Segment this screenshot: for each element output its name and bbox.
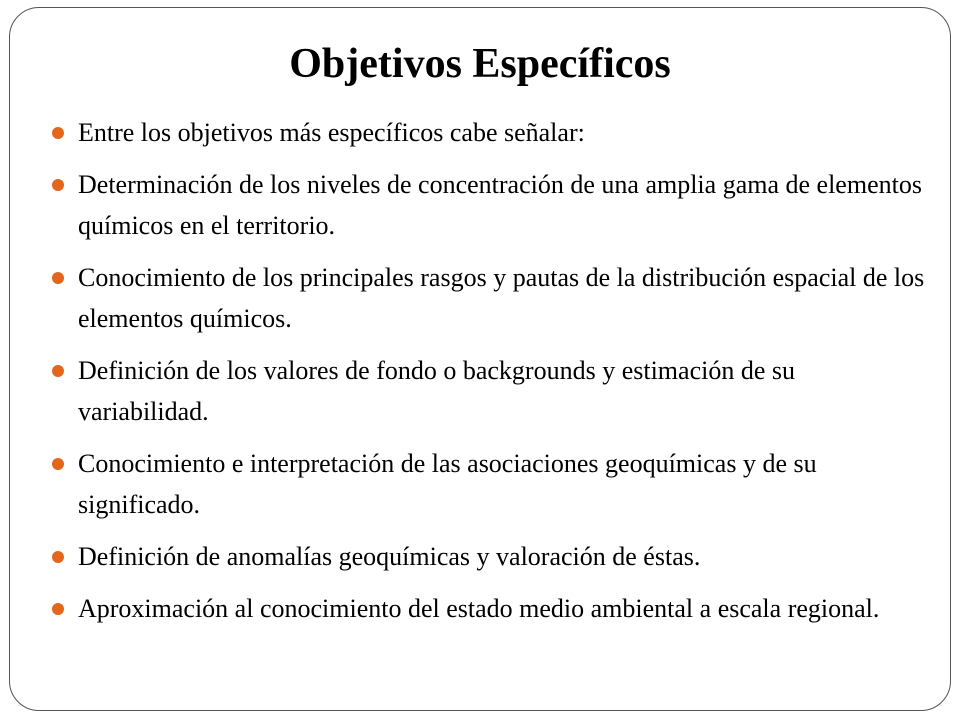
- bullet-dot-icon: [52, 179, 64, 191]
- bullet-item: [50, 443, 930, 525]
- bullet-item: [50, 112, 930, 153]
- bullet-dot-icon: [52, 551, 64, 563]
- bullet-text: Definición de anomalías geoquímicas y valoración de éstas.: [78, 542, 701, 571]
- bullet-list: [50, 112, 930, 640]
- bullet-item: [50, 588, 930, 629]
- bullet-dot-icon: [52, 603, 64, 615]
- bullet-dot-icon: [52, 272, 64, 284]
- bullet-dot-icon: [52, 127, 64, 139]
- bullet-dot-icon: [52, 365, 64, 377]
- bullet-item: [50, 536, 930, 577]
- bullet-dot-icon: [52, 458, 64, 470]
- bullet-item: [50, 164, 930, 246]
- bullet-text: Conocimiento e interpretación de las asociaciones geoquímicas y de su significado.: [78, 449, 817, 519]
- bullet-item: [50, 350, 930, 432]
- bullet-item: [50, 257, 930, 339]
- bullet-text: Conocimiento de los principales rasgos y pautas de la distribución espacial de los elementos químicos.: [78, 263, 925, 333]
- bullet-text: Determinación de los niveles de concentración de una amplia gama de elementos químicos en el territorio.: [78, 170, 922, 240]
- bullet-text: Aproximación al conocimiento del estado medio ambiental a escala regional.: [78, 594, 880, 623]
- bullet-text: Entre los objetivos más específicos cabe señalar:: [78, 118, 585, 147]
- slide-title: Objetivos Específicos: [289, 41, 671, 87]
- bullet-text: Definición de los valores de fondo o backgrounds y estimación de su variabilidad.: [78, 356, 795, 426]
